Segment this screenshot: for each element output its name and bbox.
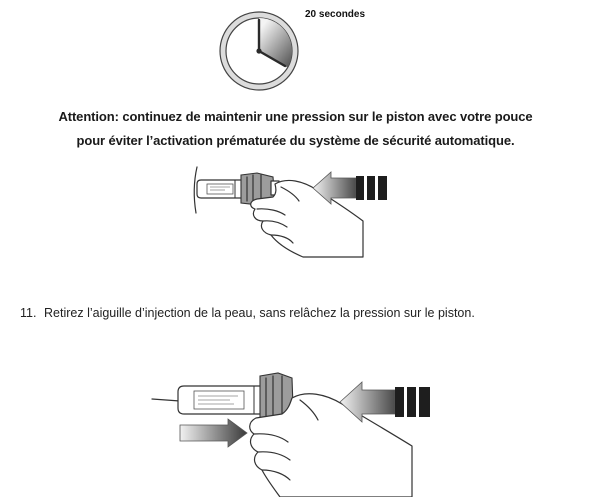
step-text: Retirez l’aiguille d’injection de la peau, sans relâchez la pression sur le piston.: [44, 306, 475, 320]
needle-icon: [152, 399, 180, 401]
warning-line-1: Attention: continuez de maintenir une pression sur le piston avec votre pouce: [58, 109, 533, 124]
left-arrow-icon: [312, 170, 388, 206]
injection-illustration-withdraw: [150, 368, 435, 497]
warning-line-2: pour éviter l’activation prématurée du système de sécurité automatique.: [76, 133, 515, 148]
clock-icon: [218, 10, 300, 92]
step-number: 11.: [20, 306, 37, 320]
timer-label: 20 secondes: [305, 9, 366, 20]
right-arrow-icon: [180, 419, 247, 447]
